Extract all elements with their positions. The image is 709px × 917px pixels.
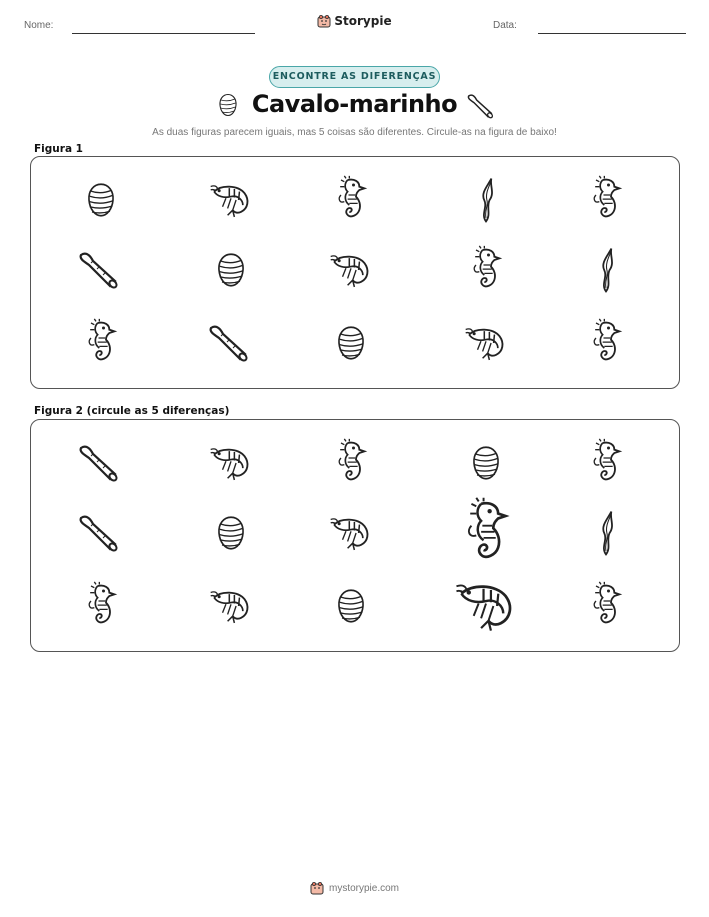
tube-icon	[466, 92, 498, 120]
shrimp-icon[interactable]	[464, 324, 508, 362]
tube-icon[interactable]	[207, 322, 255, 364]
shell-icon[interactable]	[471, 444, 501, 482]
seahorse-icon[interactable]	[591, 582, 621, 630]
instructions-text: As duas figuras parecem iguais, mas 5 coisas são diferentes. Circule-as na figura de baixo!	[152, 127, 557, 138]
shell-icon[interactable]	[216, 514, 246, 552]
seaweed-icon[interactable]	[595, 245, 617, 295]
page-title: Cavalo-marinho	[251, 90, 458, 118]
shell-icon	[218, 93, 238, 117]
shell-icon[interactable]	[86, 181, 116, 219]
tube-icon[interactable]	[77, 249, 125, 291]
shell-icon[interactable]	[216, 251, 246, 289]
figure-2-panel	[30, 419, 680, 652]
figure-1-panel	[30, 156, 680, 389]
seahorse-icon[interactable]	[591, 176, 621, 224]
storypie-logo-icon	[310, 881, 324, 895]
seaweed-icon[interactable]	[475, 175, 497, 225]
storypie-logo-icon	[317, 14, 331, 28]
shrimp-icon[interactable]	[329, 514, 373, 552]
seahorse-icon[interactable]	[336, 439, 366, 487]
tube-icon[interactable]	[77, 512, 125, 554]
seahorse-icon[interactable]	[86, 319, 116, 367]
shrimp-icon[interactable]	[209, 587, 253, 625]
seahorse-icon[interactable]	[86, 582, 116, 630]
shell-icon[interactable]	[336, 324, 366, 362]
seaweed-icon[interactable]	[595, 508, 617, 558]
shrimp-icon[interactable]	[454, 575, 518, 637]
footer	[0, 880, 709, 899]
shrimp-icon[interactable]	[329, 251, 373, 289]
figure-1-label: Figura 1	[34, 143, 83, 155]
seahorse-icon[interactable]	[591, 319, 621, 367]
seahorse-icon[interactable]	[471, 246, 501, 294]
footer-site[interactable]: mystorypie.com	[328, 882, 399, 894]
figure-2-label: Figura 2 (circule as 5 diferenças)	[34, 405, 230, 417]
tube-icon[interactable]	[77, 442, 125, 484]
name-label: Nome:	[24, 20, 54, 31]
brand-name: Storypie	[334, 14, 392, 28]
shrimp-icon[interactable]	[209, 181, 253, 219]
seahorse-icon[interactable]	[591, 439, 621, 487]
date-line[interactable]	[538, 33, 686, 34]
shrimp-icon[interactable]	[209, 444, 253, 482]
brand	[0, 13, 709, 32]
seahorse-icon[interactable]	[336, 176, 366, 224]
seahorse-icon[interactable]	[463, 499, 509, 567]
instruction-badge: ENCONTRE AS DIFERENÇAS	[269, 66, 440, 88]
shell-icon[interactable]	[336, 587, 366, 625]
name-line[interactable]	[72, 33, 255, 34]
date-label: Data:	[493, 20, 517, 31]
